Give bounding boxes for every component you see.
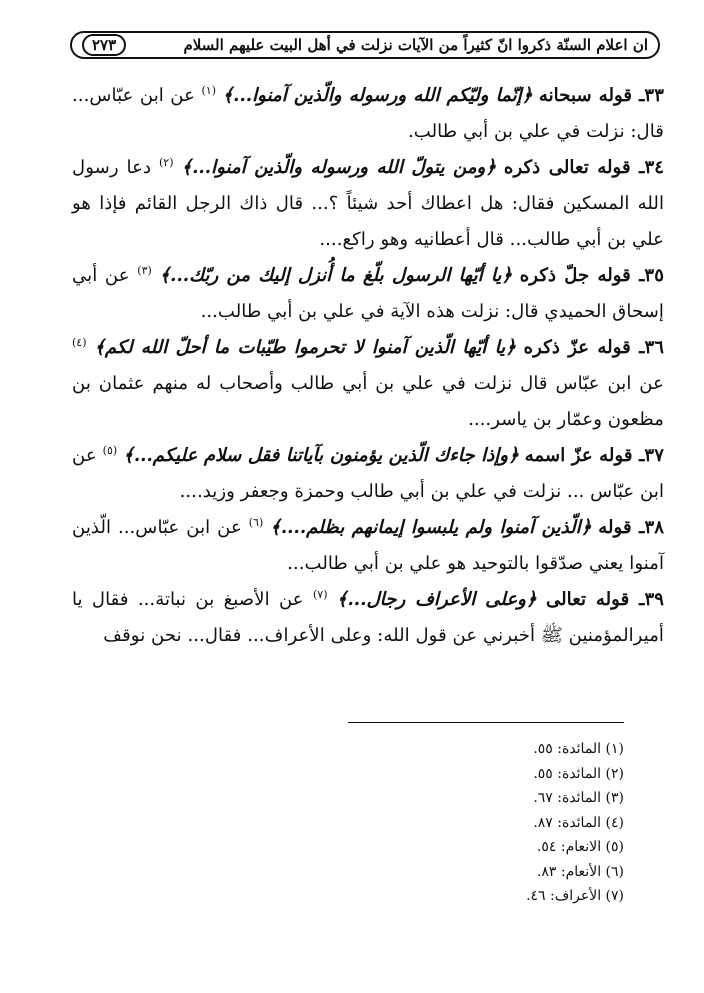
item-number: ٣٩ (644, 589, 664, 610)
quran-quote: ﴿وإذا جاءك الّذين يؤمنون بآياتنا فقل سلام عليكم...﴾ (123, 445, 519, 466)
footnote: (١) المائدة: ٥٥. (533, 741, 624, 757)
footnote: (٢) المائدة: ٥٥. (533, 765, 624, 782)
item-text: عن أبي إسحاق الحميدي قال: نزلت هذه الآية في علي بن أبي طالب... (72, 265, 664, 322)
paragraph-35 (72, 258, 664, 330)
paragraph-34 (72, 150, 664, 258)
item-lead: ـ قوله تعالى (545, 589, 645, 610)
item-lead: ـ قوله (598, 517, 645, 538)
item-number: ٣٣ (644, 85, 664, 106)
footnote: (٤) المائدة: ٨٧. (533, 814, 624, 831)
footnote-divider (348, 722, 624, 723)
quran-quote: ﴿يا أيّها الرسول بلّغ ما أُنزل إليك من ربّك...﴾ (159, 265, 513, 286)
item-number: ٣٤ (644, 157, 664, 178)
item-text: دعا رسول الله المسكين فقال: هل اعطاك أحد شيئاً ؟... قال ذاك الرجل القائم فإذا هو علي بن أبي طالب... قال أعطانيه وهو راكع.... (72, 157, 664, 250)
footnote-ref: (١) (201, 83, 216, 97)
item-number: ٣٧ (644, 445, 664, 466)
quran-quote: ﴿الّذين آمنوا ولم يلبسوا إيمانهم بظلم....﴾ (270, 517, 592, 538)
item-number: ٣٥ (644, 265, 664, 286)
footnotes (300, 737, 624, 909)
item-lead: ـ قوله تعالى ذكره (503, 157, 645, 178)
quran-quote: ﴿وعلى الأعراف رجال...﴾ (336, 589, 537, 610)
item-text: عن ابن عبّاس قال نزلت في علي بن أبي طالب وأصحاب له منهم عثمان بن مظعون وعمّار بن ياسر.... (72, 373, 664, 430)
footnote: (٣) المائدة: ٦٧. (533, 790, 624, 806)
footnote-ref: (٥) (102, 443, 118, 457)
item-lead: ـ قوله جلّ ذكره (519, 265, 645, 286)
item-lead: ـ قوله عزّ اسمه (524, 445, 645, 466)
footnote-ref: (٦) (248, 515, 264, 529)
page-number: ٢٧٣ (82, 34, 126, 56)
item-lead: ـ قوله عزّ ذكره (523, 337, 645, 358)
page-header (70, 31, 660, 59)
running-head: ان اعلام السنّة ذكروا انّ كثيراً من الآيات نزلت في أهل البيت عليهم السلام (183, 36, 648, 54)
paragraph-39 (72, 582, 664, 654)
paragraph-37 (72, 438, 664, 510)
paragraph-36 (72, 330, 664, 438)
quran-quote: ﴿يا أيّها الّذين آمنوا لا تحرموا طيّبات ما أحلّ الله لكم﴾ (94, 337, 516, 358)
footnote-ref: (٧) (312, 587, 328, 601)
item-text: عن ابن عبّاس... قال: نزلت في علي بن أبي طالب. (72, 85, 664, 142)
footnote: (٧) الأعراف: ٤٦. (526, 888, 624, 904)
footnote: (٦) الأنعام: ٨٣. (536, 863, 624, 880)
paragraph-38 (72, 510, 664, 582)
item-text: عن ابن عبّاس... الّذين آمنوا يعني صدّقوا بالتوحيد هو علي بن أبي طالب... (72, 517, 664, 574)
quran-quote: ﴿ومن يتولّ الله ورسوله والّذين آمنوا...﴾ (181, 157, 496, 178)
footnote-ref: (٣) (137, 263, 152, 277)
footnote-ref: (٢) (158, 155, 174, 169)
item-number: ٣٦ (644, 337, 664, 358)
item-lead: ـ قوله سبحانه (538, 85, 645, 106)
item-number: ٣٨ (644, 517, 664, 538)
quran-quote: ﴿إنّما وليّكم الله ورسوله والّذين آمنوا...﴾ (222, 85, 533, 106)
item-text: عن ابن عبّاس ... نزلت في علي بن أبي طالب وحمزة وجعفر وزيد.... (72, 445, 664, 502)
footnote: (٥) الانعام: ٥٤. (536, 839, 624, 855)
paragraph-33 (72, 78, 664, 150)
footnote-ref: (٤) (72, 335, 87, 349)
main-text (72, 78, 664, 654)
item-text: عن الأصبغ بن نباتة... فقال يا أميرالمؤمنين ﷺ أخبرني عن قول الله: وعلى الأعراف... فقال... نحن نوقف (72, 589, 664, 646)
